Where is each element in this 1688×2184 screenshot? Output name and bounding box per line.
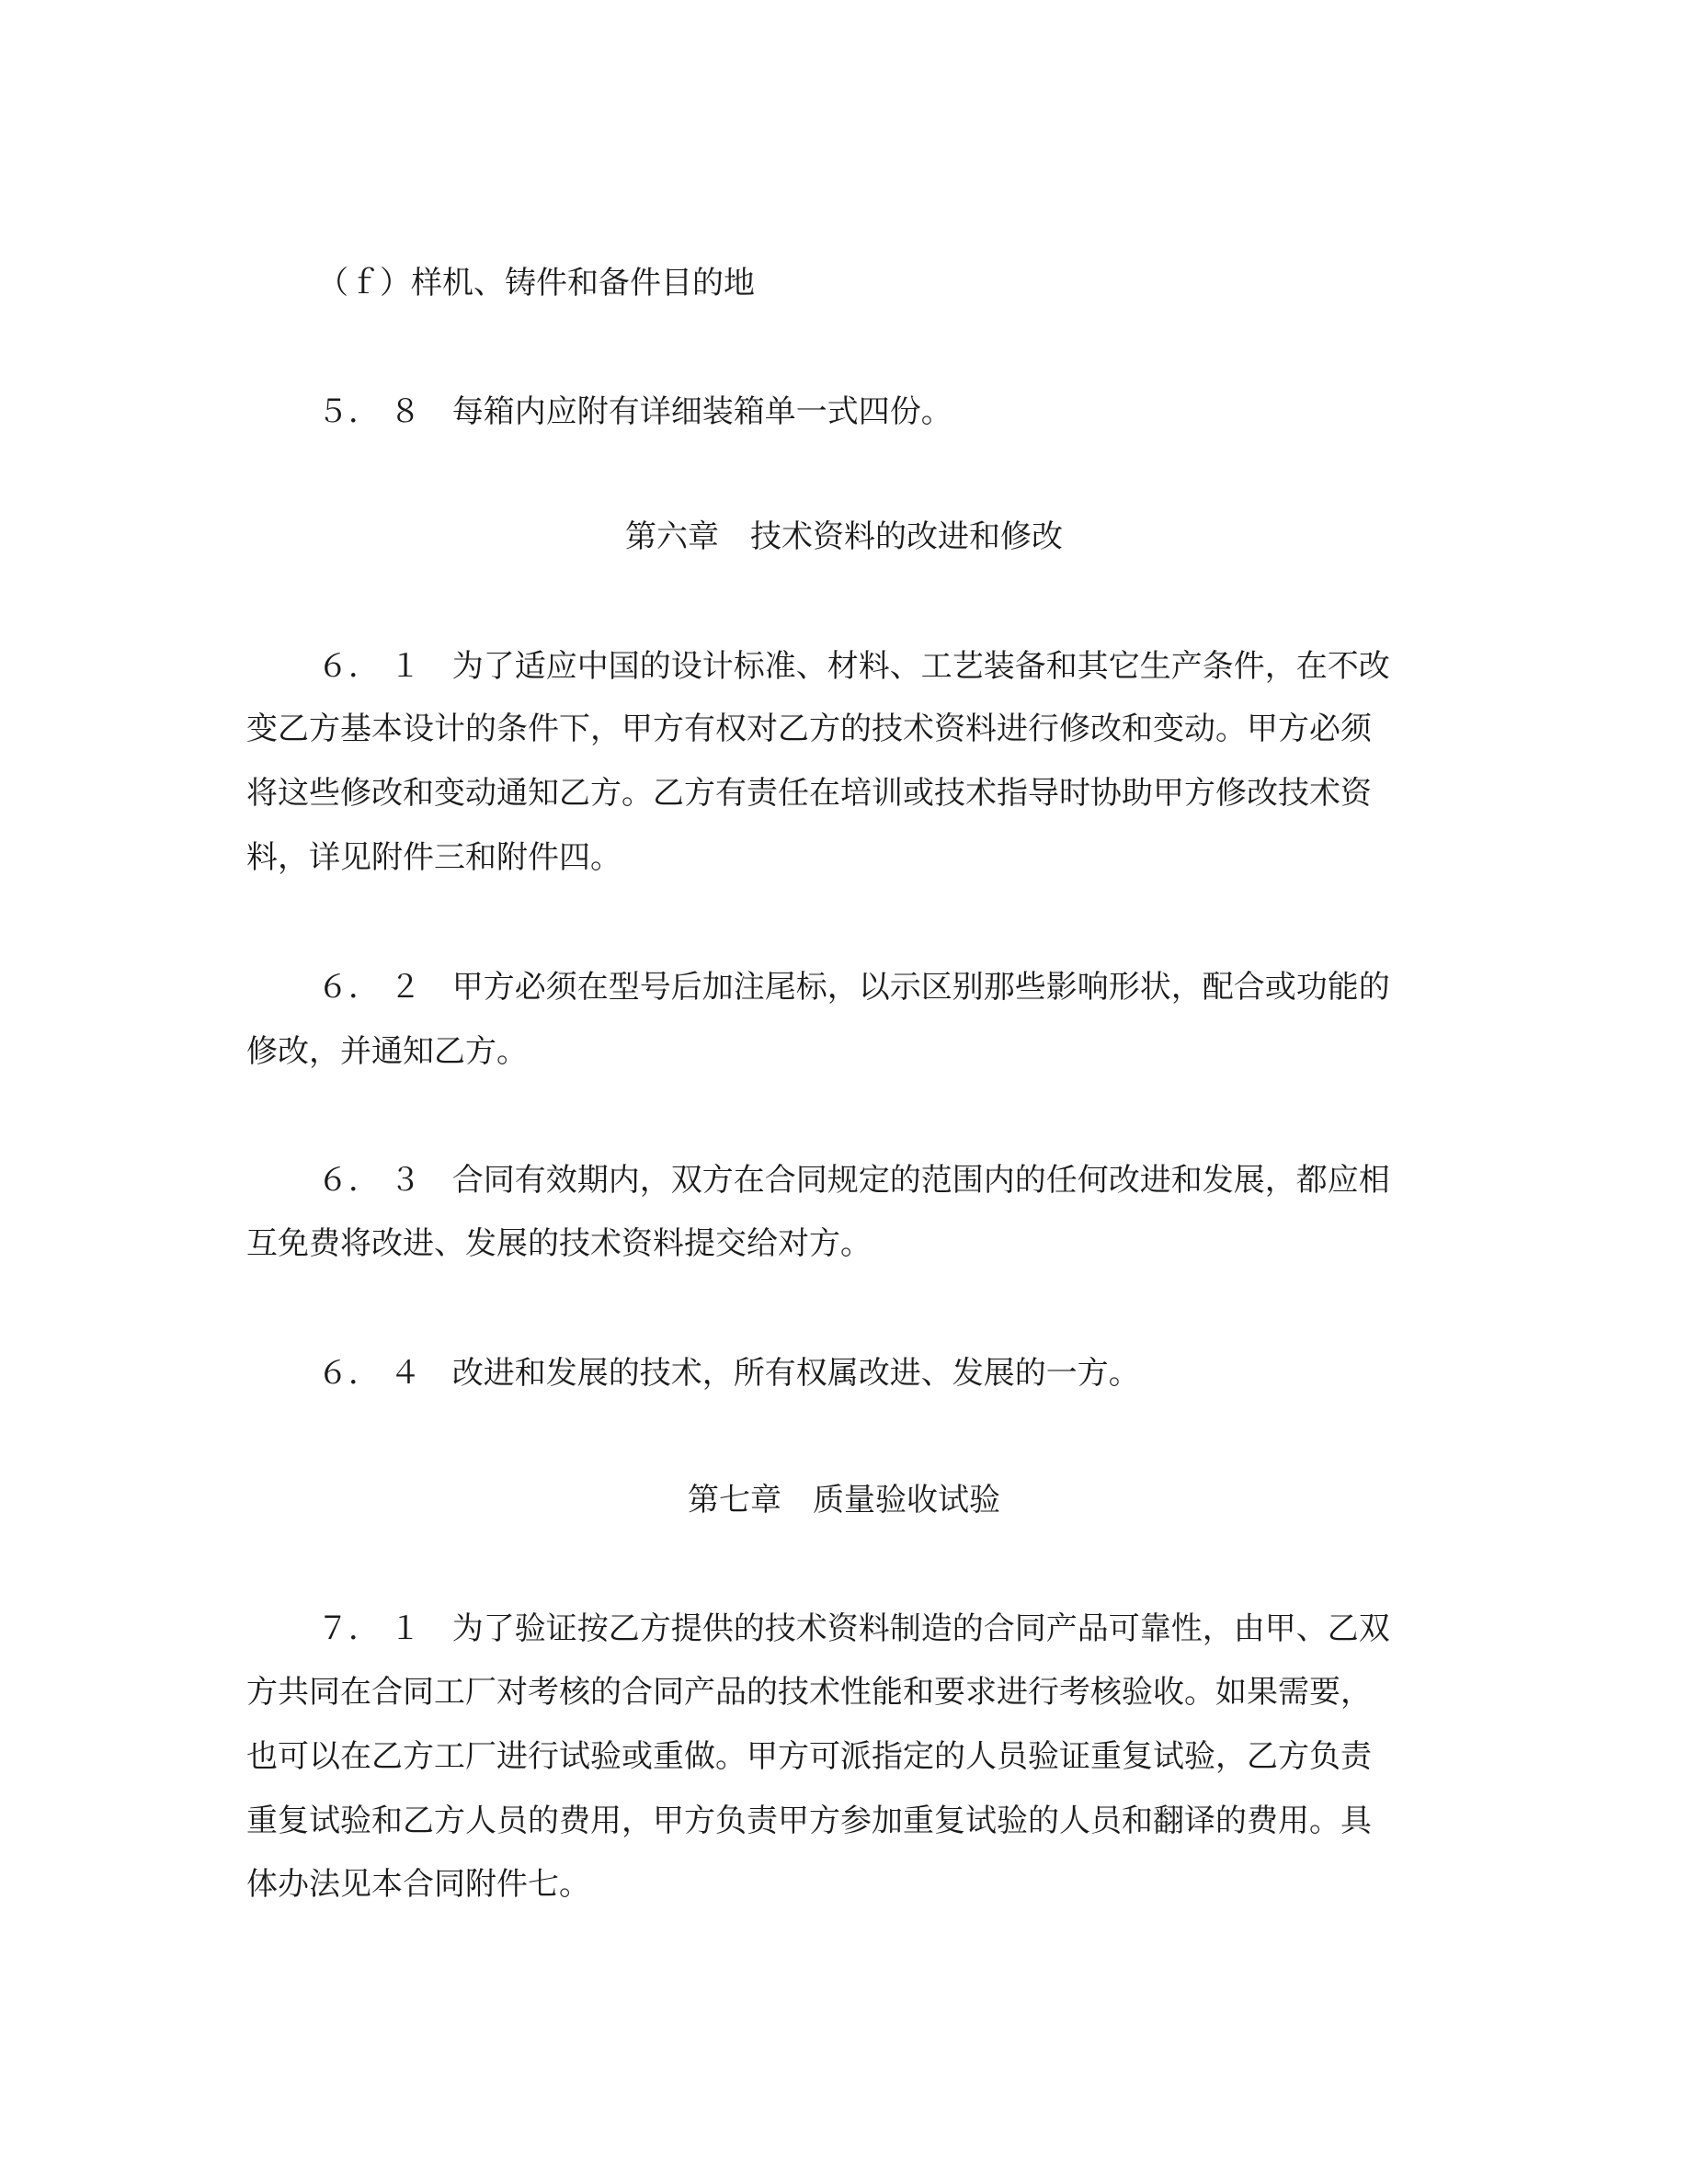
item-f-destination: （ｆ）样机、铸件和备件目的地	[317, 265, 755, 301]
clause-5-8: ５． ８ 每箱内应附有详细装箱单一式四份。	[317, 393, 952, 430]
clause-6-1-line-4: 料，详见附件三和附件四。	[246, 839, 622, 876]
clause-6-1-line-2: 变乙方基本设计的条件下，甲方有权对乙方的技术资料进行修改和变动。甲方必须	[246, 711, 1372, 747]
clause-6-1-line-3: 将这些修改和变动通知乙方。乙方有责任在培训或技术指导时协助甲方修改技术资	[246, 775, 1372, 812]
clause-6-2-line-2: 修改，并通知乙方。	[246, 1033, 528, 1070]
chapter-7-heading: 第七章 质量验收试验	[688, 1482, 1000, 1519]
chapter-6-heading: 第六章 技术资料的改进和修改	[625, 518, 1063, 555]
clause-6-1-line-1: ６． １ 为了适应中国的设计标准、材料、工艺装备和其它生产条件，在不改	[317, 648, 1390, 685]
clause-7-1-line-5: 体办法见本合同附件七。	[246, 1866, 590, 1903]
clause-7-1-line-4: 重复试验和乙方人员的费用，甲方负责甲方参加重复试验的人员和翻译的费用。具	[246, 1803, 1372, 1839]
clause-7-1-line-1: ７． １ 为了验证按乙方提供的技术资料制造的合同产品可靠性，由甲、乙双	[317, 1610, 1390, 1647]
clause-6-4: ６． ４ 改进和发展的技术，所有权属改进、发展的一方。	[317, 1355, 1140, 1392]
clause-7-1-line-2: 方共同在合同工厂对考核的合同产品的技术性能和要求进行考核验收。如果需要，	[246, 1674, 1372, 1711]
clause-6-2-line-1: ６． ２ 甲方必须在型号后加注尾标，以示区别那些影响形状，配合或功能的	[317, 969, 1390, 1006]
clause-7-1-line-3: 也可以在乙方工厂进行试验或重做。甲方可派指定的人员验证重复试验，乙方负责	[246, 1738, 1372, 1775]
clause-6-3-line-1: ６． ３ 合同有效期内，双方在合同规定的范围内的任何改进和发展，都应相	[317, 1162, 1390, 1199]
clause-6-3-line-2: 互免费将改进、发展的技术资料提交给对方。	[246, 1225, 872, 1262]
